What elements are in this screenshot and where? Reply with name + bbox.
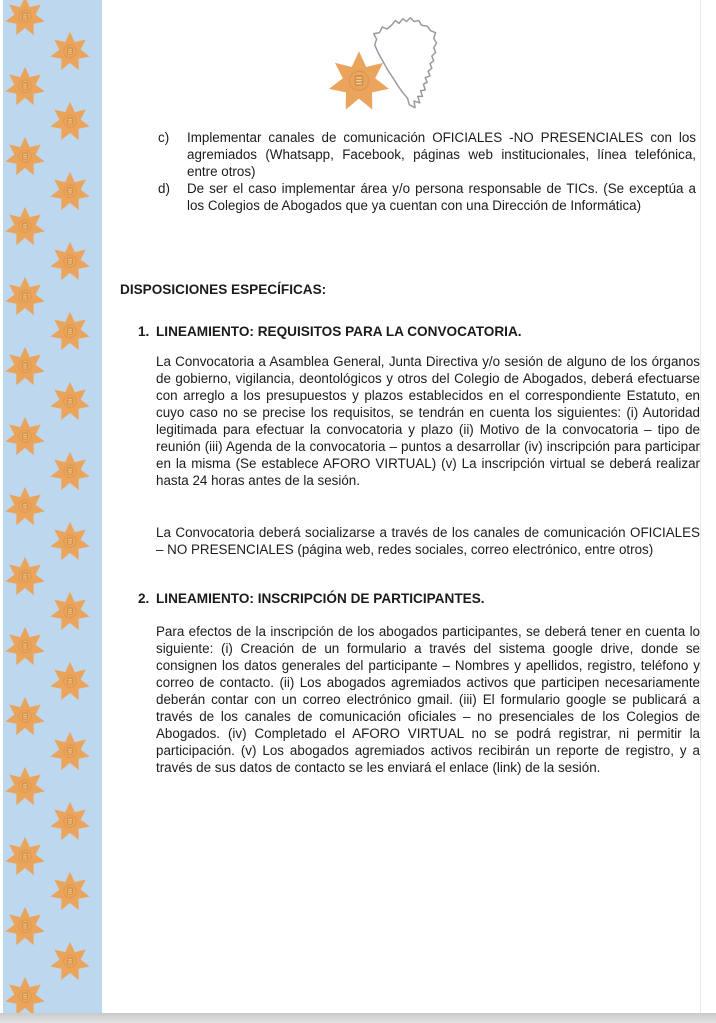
seven-point-star-icon [4,206,46,248]
seven-point-star-icon [4,346,46,388]
lineamiento-2-heading [138,590,700,607]
section-heading: DISPOSICIONES ESPECÍFICAS: [120,282,327,297]
list-item-marker: c) [158,130,170,145]
paragraph: La Convocatoria deberá socializarse a través de los canales de comunicación OFICIALES – NO PRESENCIALES (página web, redes sociales, correo electrónico, entre otros) [156,525,700,557]
seven-point-star-icon [4,66,46,108]
list-item [158,180,696,214]
lettered-list [158,129,696,214]
seven-point-star-icon [49,521,91,563]
seven-point-star-icon [4,556,46,598]
heading-number: 2. [138,591,150,606]
seven-point-star-icon [49,941,91,983]
page-right-edge [700,0,701,1013]
heading-number: 1. [138,324,150,339]
seven-point-star-icon [49,661,91,703]
list-item-text: De ser el caso implementar área y/o persona responsable de TICs. (Se exceptúa a los Colegios de Abogados que ya cuentan con una Dirección de Informática) [187,181,696,213]
list-item [158,129,696,180]
seven-point-star-icon [4,696,46,738]
seven-point-star-icon [4,416,46,458]
seven-point-star-icon [49,381,91,423]
seven-point-star-icon [49,591,91,633]
heading-title: LINEAMIENTO: INSCRIPCIÓN DE PARTICIPANTES. [156,591,485,606]
sidebar-star-pattern [3,0,102,1013]
seven-point-star-icon [49,731,91,773]
page-bottom-edge [0,1013,716,1023]
seven-point-star-icon [4,0,46,38]
seven-point-star-icon [49,241,91,283]
list-item-marker: d) [158,181,170,196]
paragraph: La Convocatoria a Asamblea General, Junta Directiva y/o sesión de alguno de los órganos de gobierno, vigilancia, deontológicos y otros del Colegio de Abogados, deberá efectuarse con arreglo a los presupuestos y plazos establecidos en el correspondiente Estatuto, en cuyo caso no se precise los requisitos, se tendrán en cuenta los siguientes: (i) Autoridad legitimada para efectuar la convocatoria y plazo (ii) Motivo de la convocatoria – tipo de reunión (iii) Agenda de la convocatoria – puntos a desarrollar (iv) inscripción para participar en la misma (Se establece AFORO VIRTUAL) (v) La inscripción virtual se deberá realizar hasta 24 horas antes de la sesión. [156,354,700,488]
heading-title: LINEAMIENTO: REQUISITOS PARA LA CONVOCATORIA. [156,324,522,339]
seven-point-star-icon [4,766,46,808]
seven-point-star-icon [49,311,91,353]
seven-point-star-icon [4,976,46,1013]
seven-point-star-icon [4,136,46,178]
seven-point-star-icon [4,626,46,668]
seven-point-star-icon [49,801,91,843]
seven-point-star-icon [327,50,391,114]
seven-point-star-icon [49,101,91,143]
seven-point-star-icon [4,836,46,878]
seven-point-star-icon [4,276,46,318]
paragraph: Para efectos de la inscripción de los abogados participantes, se deberá tener en cuenta lo siguiente: (i) Creación de un formulario a través del sistema google drive, donde se consignen los datos generales del participante – Nombres y apellidos, registro, teléfono y correo de contacto. (ii) Los abogados agremiados activos que participen necesariamente deberán contar con un correo electrónico gmail. (iii) El formulario google se publicará a través de los canales de comunicación oficiales – no presenciales de los Colegios de Abogados. (iv) Completado el AFORO VIRTUAL no se podrá registrar, ni permitir la participación. (v) Los abogados agremiados activos recibirán un reporte de registro, y a través de sus datos de contacto se les enviará el enlace (link) de la sesión. [156,624,700,775]
seven-point-star-icon [49,871,91,913]
institution-logo [320,8,460,123]
seven-point-star-icon [49,31,91,73]
seven-point-star-icon [49,171,91,213]
lineamiento-1-heading [138,323,700,340]
seven-point-star-icon [4,906,46,948]
list-item-text: Implementar canales de comunicación OFICIALES -NO PRESENCIALES con los agremiados (Whatsapp, Facebook, páginas web institucionales, línea telefónica, entre otros) [187,130,696,179]
seven-point-star-icon [49,451,91,493]
seven-point-star-icon [4,486,46,528]
